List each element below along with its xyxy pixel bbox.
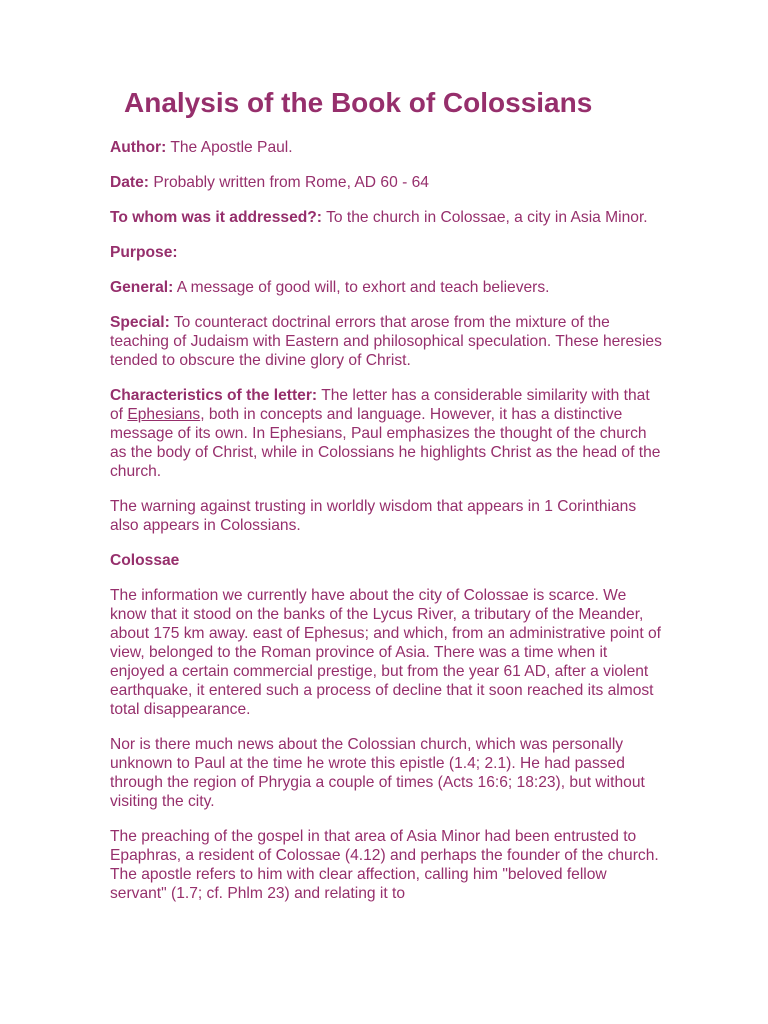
author-label: Author:	[110, 139, 167, 156]
body-paragraph: Nor is there much news about the Colossian church, which was personally unknown to Paul at the time he wrote this epistle (1.4; 2.1). He had passed through the region of Phrygia a couple of times (Acts 16:6; 18:23), but without visiting the city.	[110, 736, 645, 810]
body-paragraph: The preaching of the gospel in that area of Asia Minor had been entrusted to Epaphras, a resident of Colossae (4.12) and perhaps the founder of the church. The apostle refers to him with clear affection, calling him "beloved fellow servant" (1.7; cf. Phlm 23) and relating it to	[110, 828, 659, 902]
purpose-paragraph	[110, 243, 662, 262]
general-paragraph	[110, 278, 662, 297]
special-label: Special:	[110, 314, 170, 331]
author-paragraph	[110, 138, 662, 157]
body-paragraph: The information we currently have about the city of Colossae is scarce. We know that it stood on the banks of the Lycus River, a tributary of the Meander, about 175 km away. east of Ephesus; and which, from an administrative point of view, belonged to the Roman province of Asia. There was a time when it enjoyed a certain commercial prestige, but from the year 61 AD, after a violent earthquake, it entered such a process of decline that it soon reached its almost total disappearance.	[110, 587, 661, 718]
addressed-text: To the church in Colossae, a city in Asia Minor.	[326, 209, 648, 226]
date-label: Date:	[110, 174, 149, 191]
colossae-heading-text: Colossae	[110, 552, 180, 569]
special-text: To counteract doctrinal errors that arose from the mixture of the teaching of Judaism with Eastern and philosophical speculation. These heresies tended to obscure the divine glory of Christ.	[110, 314, 662, 369]
date-paragraph	[110, 173, 662, 192]
colossae-heading	[110, 551, 662, 570]
author-text: The Apostle Paul.	[170, 139, 293, 156]
general-text: A message of good will, to exhort and teach believers.	[176, 279, 550, 296]
general-label: General:	[110, 279, 174, 296]
characteristics-text-after: , both in concepts and language. However, it has a distinctive message of its own. In Ephesians, Paul emphasizes the thought of the church as the body of Christ, while in Colossians he highlights Christ as the head of the church.	[110, 406, 661, 480]
page-title: Analysis of the Book of Colossians	[124, 87, 593, 118]
purpose-label: Purpose:	[110, 244, 178, 261]
addressed-label: To whom was it addressed?:	[110, 209, 322, 226]
ephesians-link[interactable]: Ephesians	[127, 406, 201, 423]
characteristics-paragraph	[110, 386, 662, 481]
characteristics-label: Characteristics of the letter:	[110, 387, 318, 404]
characteristics-text-before: The letter has a considerable similarity with that of	[110, 387, 650, 423]
document-page	[110, 84, 662, 919]
warning-paragraph: The warning against trusting in worldly wisdom that appears in 1 Corinthians also appears in Colossians.	[110, 498, 637, 534]
addressed-paragraph	[110, 208, 662, 227]
date-text: Probably written from Rome, AD 60 - 64	[153, 174, 429, 191]
special-paragraph	[110, 313, 662, 370]
